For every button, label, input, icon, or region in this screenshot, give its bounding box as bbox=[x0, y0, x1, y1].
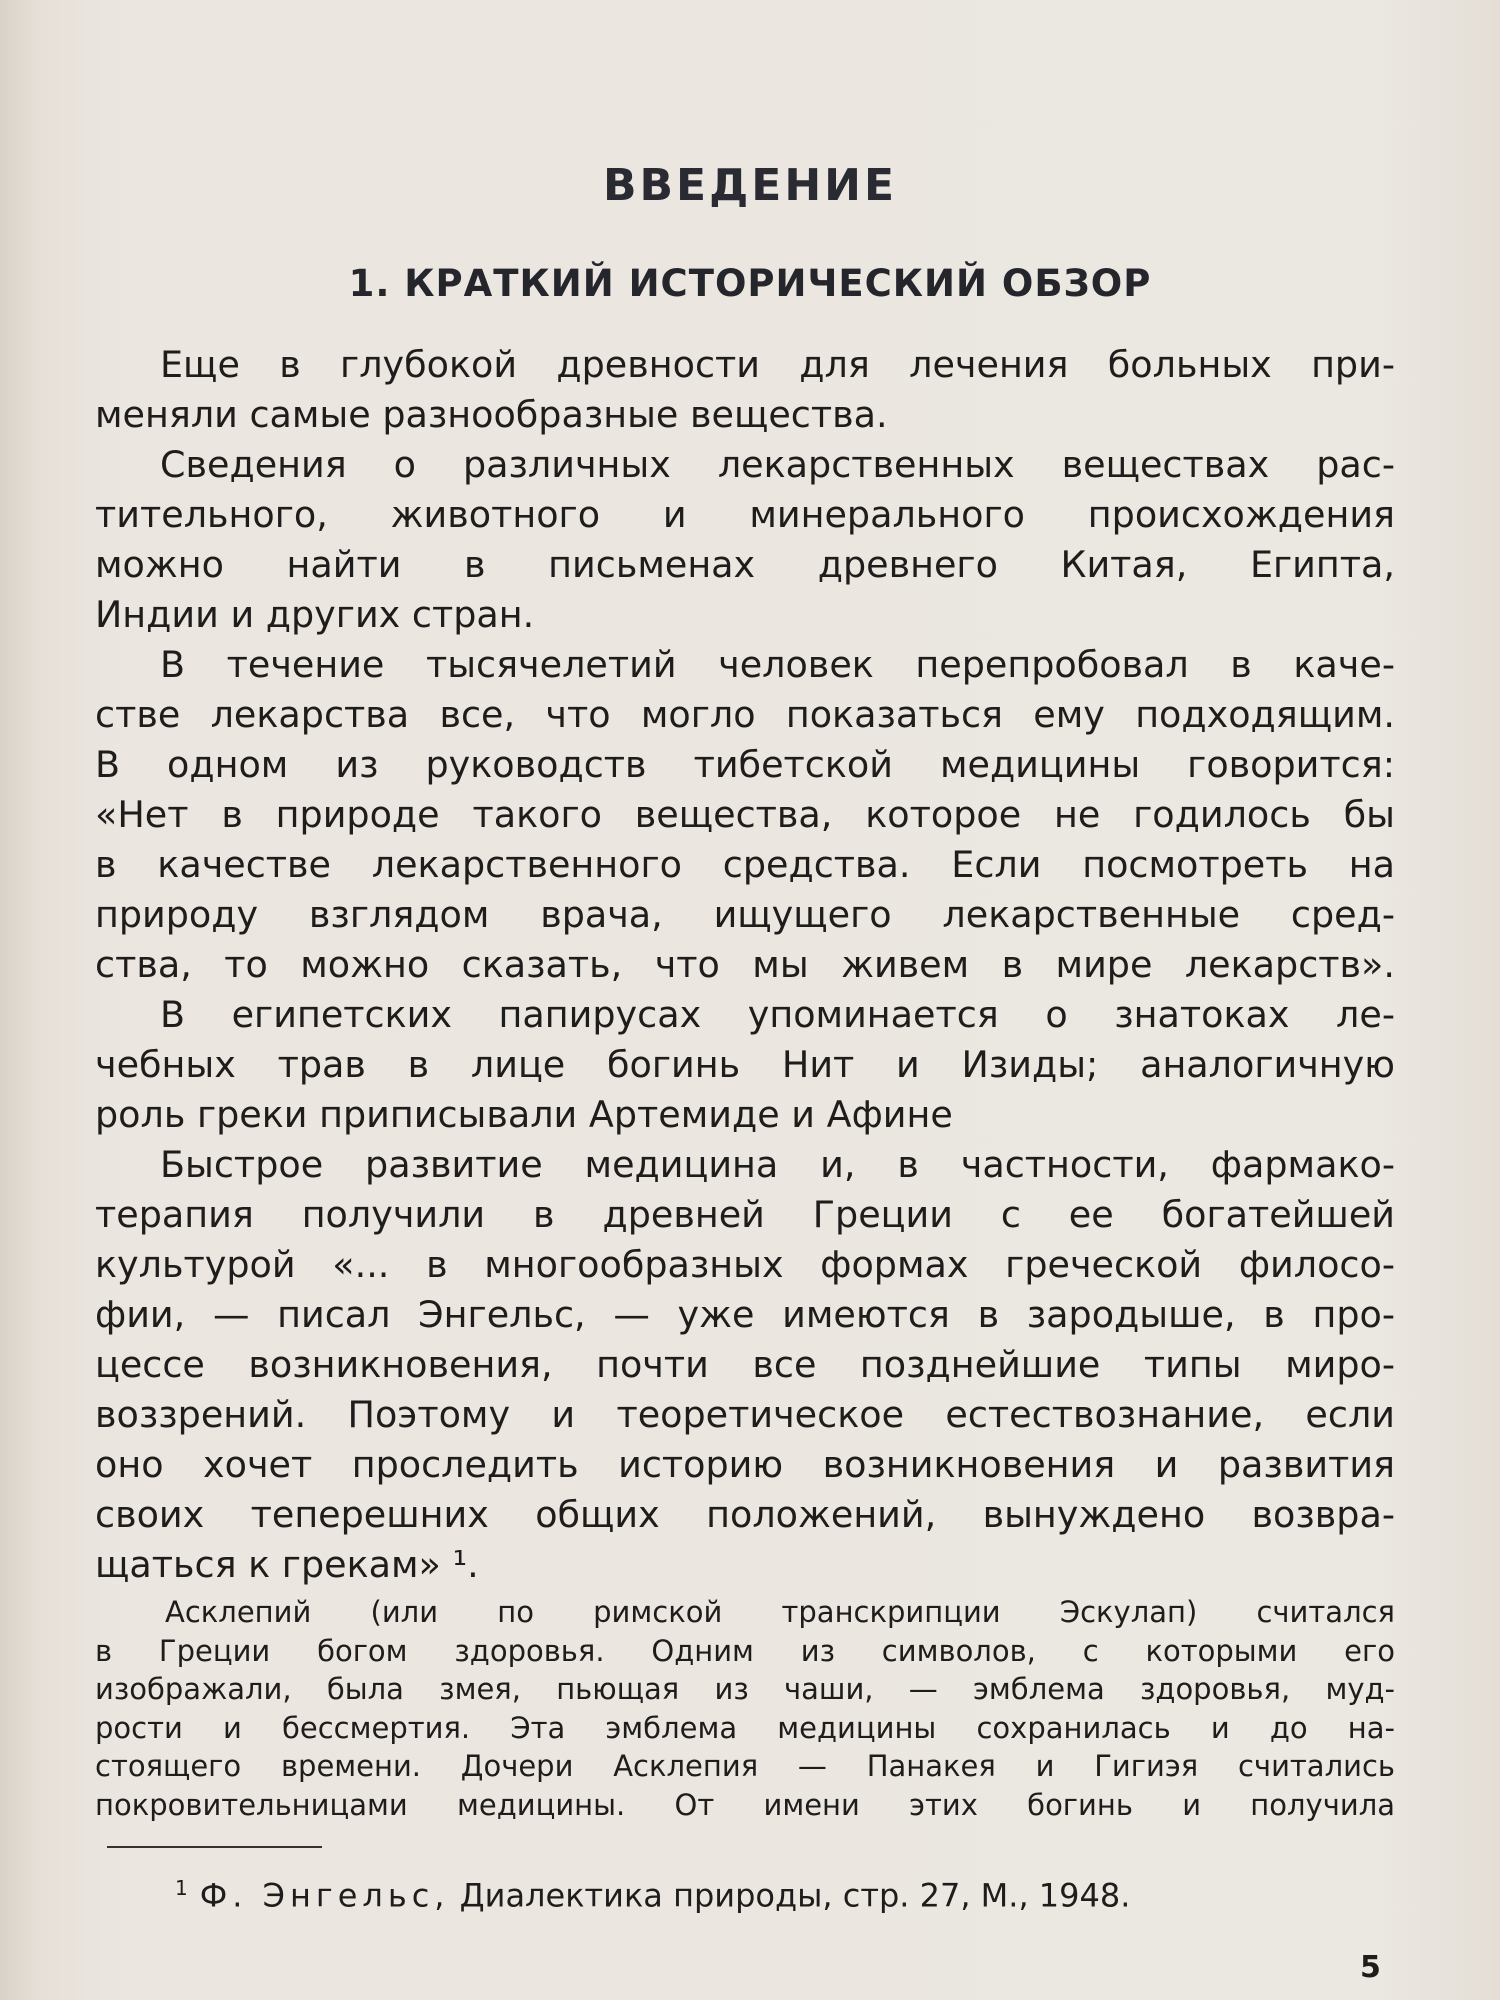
text-line: оно хочет проследить историю возникновения и развития bbox=[95, 1443, 1395, 1486]
text-line: В египетских папирусах упоминается о знатоках ле- bbox=[160, 993, 1395, 1036]
footnote-text: Диалектика природы, стр. 27, М., 1948. bbox=[459, 1876, 1131, 1915]
text-line: своих теперешних общих положений, вынуждено возвра- bbox=[95, 1493, 1395, 1536]
footnote-marker: 1 bbox=[175, 1876, 188, 1900]
text-line: меняли самые разнообразные вещества. bbox=[95, 393, 888, 436]
chapter-title: ВВЕДЕНИЕ bbox=[602, 160, 898, 211]
text-line: стве лекарства все, что могло показаться ему подходящим. bbox=[95, 693, 1395, 736]
text-line: В одном из руководств тибетской медицины говорится: bbox=[95, 743, 1395, 786]
small-text-line: покровительницами медицины. От имени этих богинь и получила bbox=[95, 1787, 1395, 1822]
text-line: в качестве лекарственного средства. Если посмотреть на bbox=[95, 843, 1395, 886]
text-line: Быстрое развитие медицина и, в частности, фармако- bbox=[160, 1143, 1395, 1186]
text-line: В течение тысячелетий человек перепробовал в каче- bbox=[160, 643, 1395, 686]
text-line: Еще в глубокой древности для лечения больных при- bbox=[160, 343, 1395, 386]
small-print-paragraph bbox=[95, 1593, 1395, 1824]
page-number: 5 bbox=[1360, 1950, 1381, 1985]
text-line: Индии и других стран. bbox=[95, 593, 535, 636]
main-text bbox=[95, 340, 1395, 1590]
small-text-line: изображали, была змея, пьющая из чаши, — эмблема здоровья, муд- bbox=[95, 1672, 1395, 1706]
section-title: 1. КРАТКИЙ ИСТОРИЧЕСКИЙ ОБЗОР bbox=[348, 262, 1152, 305]
small-text-line: в Греции богом здоровья. Одним из символов, с которыми его bbox=[95, 1633, 1395, 1668]
text-line: щаться к грекам» ¹. bbox=[95, 1543, 479, 1586]
text-line: ства, то можно сказать, что мы живем в мире лекарств». bbox=[95, 943, 1395, 986]
small-text-line: Асклепий (или по римской транскрипции Эскулап) считался bbox=[165, 1595, 1395, 1629]
text-line: цессе возникновения, почти все позднейшие типы миро- bbox=[95, 1343, 1395, 1386]
text-line: Сведения о различных лекарственных веществах рас- bbox=[160, 443, 1395, 486]
footnote bbox=[175, 1876, 1130, 1915]
text-line: культурой «... в многообразных формах греческой филосо- bbox=[95, 1243, 1395, 1286]
footnote-divider bbox=[107, 1846, 322, 1848]
small-text-line: стоящего времени. Дочери Асклепия — Панакея и Гигиэя считались bbox=[95, 1749, 1395, 1783]
text-line: можно найти в письменах древнего Китая, Египта, bbox=[95, 543, 1395, 586]
text-line: воззрений. Поэтому и теоретическое естествознание, если bbox=[95, 1393, 1395, 1436]
text-line: чебных трав в лице богинь Нит и Изиды; аналогичную bbox=[95, 1043, 1395, 1086]
small-text-line: рости и бессмертия. Эта эмблема медицины сохранилась и до на- bbox=[95, 1710, 1395, 1745]
text-line: фии, — писал Энгельс, — уже имеются в зародыше, в про- bbox=[95, 1293, 1395, 1336]
text-line: роль греки приписывали Артемиде и Афине bbox=[95, 1093, 953, 1136]
text-line: природу взглядом врача, ищущего лекарственные сред- bbox=[95, 893, 1395, 936]
text-line: тительного, животного и минерального происхождения bbox=[95, 493, 1395, 536]
text-line: «Нет в природе такого вещества, которое не годилось бы bbox=[95, 793, 1395, 836]
footnote-author: Ф. Энгельс, bbox=[199, 1876, 450, 1915]
text-line: терапия получили в древней Греции с ее богатейшей bbox=[95, 1193, 1395, 1236]
